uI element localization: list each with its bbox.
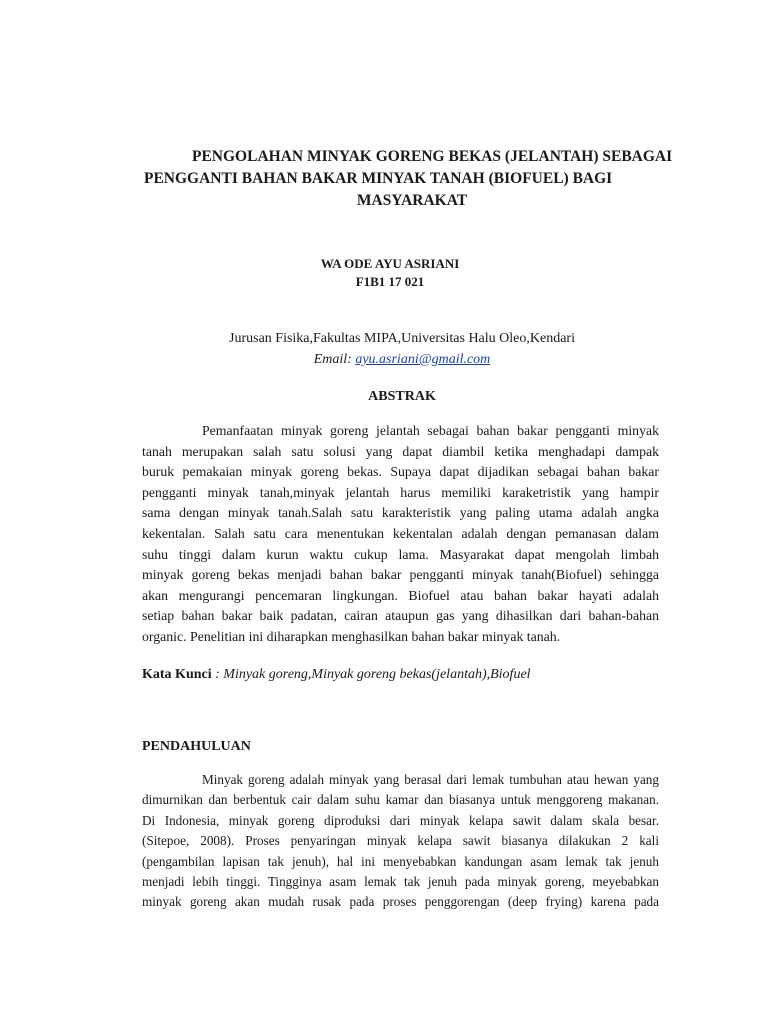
- abstract-line: buruk pemakaian minyak goreng bekas. Supaya dapat dijadikan sebagai bahan bakar: [142, 464, 659, 480]
- keywords-value: : Minyak goreng,Minyak goreng bekas(jelantah),Biofuel: [215, 667, 531, 682]
- abstract-line: tanah merupakan salah satu solusi yang dapat diambil ketika menghadapi dampak: [142, 443, 659, 459]
- keywords-label: Kata Kunci: [142, 667, 212, 682]
- abstract-line: pengganti minyak tanah,minyak jelantah harus memiliki karaketristik yang hampir: [142, 484, 659, 500]
- affiliation: Jurusan Fisika,Fakultas MIPA,Universitas Halu Oleo,Kendari: [229, 331, 575, 346]
- abstract-line: setiap bahan bakar baik padatan, cairan ataupun gas yang dihasilkan dari bahan-bahan: [142, 608, 659, 624]
- keywords-line: [142, 667, 531, 683]
- abstract-paragraph: [142, 421, 659, 648]
- abstract-line: sama dengan minyak tanah.Salah satu karakteristik yang paling utama adalah angka: [142, 505, 659, 521]
- title-line-3: MASYARAKAT: [356, 192, 468, 209]
- introduction-line: menjadi lebih tinggi. Tingginya asam lemak tak jenuh pada minyak goreng, meyebabkan: [142, 874, 659, 890]
- abstract-line: minyak goreng bekas menjadi bahan bakar pengganti minyak tanah(Biofuel) sehingga: [142, 567, 659, 583]
- title-line-1: PENGOLAHAN MINYAK GORENG BEKAS (JELANTAH) SEBAGAI: [192, 148, 673, 165]
- email-link[interactable]: ayu.asriani@gmail.com: [355, 352, 491, 367]
- abstract-line: kekentalan. Salah satu cara menentukan kekentalan adalah dengan pemanasan dalam: [142, 525, 659, 541]
- abstract-line: akan mengurangi pencemaran lingkungan. Biofuel atau bahan bakar hayati adalah: [142, 587, 659, 603]
- author-id: F1B1 17 021: [355, 274, 425, 289]
- email-line: [0, 349, 768, 370]
- introduction-line: (pengambilan lapisan tak jenuh), hal ini menyebabkan kandungan asam lemak tak jenuh: [142, 853, 659, 869]
- introduction-line: Di Indonesia, minyak goreng diproduksi dari minyak kelapa sawit dalam skala besar.: [142, 812, 659, 828]
- introduction-line: Minyak goreng adalah minyak yang berasal dari lemak tumbuhan atau hewan yang: [202, 772, 659, 787]
- affiliation-block: [0, 328, 768, 370]
- introduction-line: (Sitepoe, 2008). Proses penyaringan minyak kelapa sawit biasanya dilakukan 2 kali: [142, 833, 659, 849]
- email-label: Email:: [313, 352, 352, 367]
- introduction-heading: PENDAHULUAN: [142, 739, 251, 754]
- paper-title: [142, 146, 682, 212]
- author-name: WA ODE AYU ASRIANI: [320, 256, 460, 271]
- introduction-line: minyak goreng akan mudah rusak pada proses penggorengan (deep frying) karena pada: [142, 894, 659, 910]
- introduction-line: dimurnikan dan berbentuk cair dalam suhu kamar dan biasanya untuk menggoreng makanan.: [142, 792, 659, 808]
- title-line-2: PENGGANTI BAHAN BAKAR MINYAK TANAH (BIOFUEL) BAGI: [144, 170, 613, 187]
- abstract-line: Pemanfaatan minyak goreng jelantah sebagai bahan bakar pengganti minyak: [202, 423, 659, 438]
- abstract-heading: ABSTRAK: [368, 389, 436, 404]
- abstract-line: suhu tinggi dalam kurun waktu cukup lama. Masyarakat dapat mengolah limbah: [142, 546, 659, 562]
- introduction-paragraph: [142, 770, 659, 913]
- author-block: [0, 255, 768, 291]
- abstract-line: organic. Penelitian ini diharapkan menghasilkan bahan bakar minyak tanah.: [142, 628, 561, 644]
